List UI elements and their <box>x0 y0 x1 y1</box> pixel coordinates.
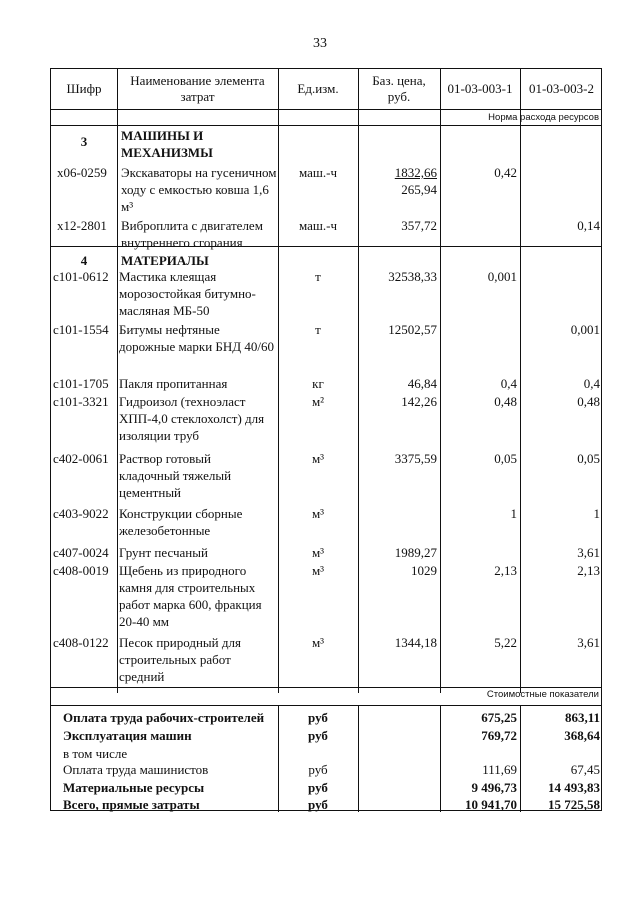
total-unit: руб <box>308 780 328 795</box>
column-divider-totals <box>440 706 441 812</box>
resource-table <box>50 68 602 811</box>
header-unit: Ед.изм. <box>297 81 339 96</box>
row-name-line: Гидроизол (техноэласт <box>119 394 246 409</box>
row-value-2: 0,48 <box>577 394 600 409</box>
total-value-1: 769,72 <box>481 728 517 743</box>
row-name-line: изоляции труб <box>119 428 200 443</box>
section-title-materials: МАТЕРИАЛЫ <box>121 253 209 268</box>
row-name-line: Песок природный для <box>119 635 241 650</box>
cost-rule-bottom <box>51 705 601 706</box>
norm-label: Норма расхода ресурсов <box>488 112 599 123</box>
row-price: 357,72 <box>401 218 437 233</box>
total-unit: руб <box>308 762 328 777</box>
row-price: 3375,59 <box>394 451 437 466</box>
row-unit: маш.-ч <box>298 218 338 233</box>
column-divider <box>278 69 279 693</box>
row-price: 1832,66 <box>394 165 437 180</box>
total-value-1: 9 496,73 <box>471 780 517 795</box>
row-unit: м³ <box>311 506 325 521</box>
row-value-2: 1 <box>593 506 600 521</box>
row-code: с407-0024 <box>53 545 109 560</box>
total-label: в том числе <box>63 746 128 761</box>
total-unit: руб <box>308 728 328 743</box>
total-value-2: 14 493,83 <box>548 780 600 795</box>
row-code: с101-1705 <box>53 376 109 391</box>
row-name-line: строительных работ <box>119 652 231 667</box>
row-name-line: средний <box>119 669 165 684</box>
row-price: 1029 <box>411 563 437 578</box>
header-rule <box>51 109 601 110</box>
total-label: Эксплуатация машин <box>63 728 192 743</box>
total-value-1: 111,69 <box>482 762 517 777</box>
row-value-2: 2,13 <box>577 563 600 578</box>
row-name-line: кладочный тяжелый <box>119 468 232 483</box>
row-unit: м² <box>311 394 325 409</box>
section-number-machines: 3 <box>80 134 88 149</box>
row-name-line: Экскаваторы на гусеничном <box>121 165 277 180</box>
row-unit: т <box>315 322 321 337</box>
row-name-line: Щебень из природного <box>119 563 247 578</box>
row-price: 1344,18 <box>394 635 437 650</box>
total-label: Оплата труда машинистов <box>63 762 209 777</box>
row-name-line: масляная МБ-50 <box>119 303 210 318</box>
row-name-line: ходу с емкостью ковша 1,6 <box>121 182 269 197</box>
row-unit: м³ <box>311 451 325 466</box>
column-divider-totals <box>278 706 279 812</box>
row-code: с408-0019 <box>53 563 109 578</box>
column-divider <box>358 69 359 693</box>
header-variant-2: 01-03-003-2 <box>529 81 594 96</box>
section-title-machines-line1: МАШИНЫ И <box>121 128 204 143</box>
row-code: с101-3321 <box>53 394 109 409</box>
row-code: с408-0122 <box>53 635 109 650</box>
row-name-line: Раствор готовый <box>119 451 211 466</box>
row-name-line: железобетонные <box>119 523 211 538</box>
row-unit: т <box>315 269 321 284</box>
page-number: 33 <box>313 36 327 51</box>
section-rule <box>51 246 601 247</box>
row-name-line: м³ <box>121 199 134 214</box>
total-value-1: 10 941,70 <box>465 797 517 812</box>
row-name-line: морозостойкая битумно- <box>119 286 256 301</box>
row-name-line: внутреннего сгорания <box>121 235 243 250</box>
row-name-line: Виброплита с двигателем <box>121 218 263 233</box>
total-value-2: 15 725,58 <box>548 797 600 812</box>
column-divider <box>520 69 521 693</box>
total-label: Оплата труда рабочих-строителей <box>63 710 265 725</box>
row-code: с402-0061 <box>53 451 109 466</box>
section-number-materials: 4 <box>80 253 88 268</box>
row-value-2: 3,61 <box>577 635 600 650</box>
row-name-line: ХПП-4,0 стеклохолст) для <box>119 411 265 426</box>
row-name-line: цементный <box>119 485 182 500</box>
total-unit: руб <box>308 797 328 812</box>
row-price: 12502,57 <box>388 322 437 337</box>
row-name-line: 20-40 мм <box>119 614 170 629</box>
header-variant-1: 01-03-003-1 <box>447 81 513 96</box>
row-code: х12-2801 <box>57 218 107 233</box>
row-price: 32538,33 <box>388 269 437 284</box>
row-code: с101-0612 <box>53 269 109 284</box>
norm-rule <box>51 125 601 126</box>
column-divider <box>117 69 118 693</box>
row-value-1: 2,13 <box>494 563 517 578</box>
total-value-2: 368,64 <box>564 728 600 743</box>
row-value-2: 0,4 <box>583 376 600 391</box>
total-unit: руб <box>308 710 328 725</box>
header-name-line1: Наименование элемента <box>130 73 265 88</box>
header-name-line2: затрат <box>180 89 215 104</box>
cost-rule-top <box>51 687 601 688</box>
total-value-2: 67,45 <box>570 762 600 777</box>
row-value-1: 0,42 <box>494 165 517 180</box>
row-name-line: камня для строительных <box>119 580 256 595</box>
total-value-2: 863,11 <box>564 710 600 725</box>
row-price: 1989,27 <box>394 545 437 560</box>
row-value-2: 0,001 <box>570 322 600 337</box>
row-price: 142,26 <box>401 394 437 409</box>
column-divider-totals <box>520 706 521 812</box>
row-unit: маш.-ч <box>298 165 338 180</box>
row-name-line: Грунт песчаный <box>119 545 208 560</box>
row-value-1: 0,4 <box>500 376 517 391</box>
row-unit: кг <box>312 376 324 391</box>
cost-label: Стоимостные показатели <box>486 689 599 700</box>
total-label: Всего, прямые затраты <box>63 797 200 812</box>
row-unit: м³ <box>311 545 325 560</box>
row-name-line: дорожные марки БНД 40/60 <box>119 339 274 354</box>
column-divider <box>440 69 441 693</box>
row-value-1: 0,001 <box>487 269 517 284</box>
row-name-line: Пакля пропитанная <box>119 376 228 391</box>
header-code: Шифр <box>66 81 102 96</box>
row-name-line: Битумы нефтяные <box>119 322 220 337</box>
row-value-1: 5,22 <box>494 635 517 650</box>
row-value-1: 0,48 <box>494 394 517 409</box>
header-price-line1: Баз. цена, <box>372 73 426 88</box>
row-price: 46,84 <box>407 376 437 391</box>
row-name-line: работ марка 600, фракция <box>119 597 262 612</box>
total-label: Материальные ресурсы <box>63 780 205 795</box>
row-name-line: Мастика клеящая <box>119 269 217 284</box>
row-value-2: 3,61 <box>577 545 600 560</box>
row-unit: м³ <box>311 563 325 578</box>
row-code: с101-1554 <box>53 322 109 337</box>
row-value-1: 0,05 <box>494 451 517 466</box>
row-value-1: 1 <box>510 506 517 521</box>
row-name-line: Конструкции сборные <box>119 506 243 521</box>
row-value-2: 0,05 <box>577 451 600 466</box>
row-code: х06-0259 <box>57 165 107 180</box>
section-title-machines-line2: МЕХАНИЗМЫ <box>121 145 213 160</box>
column-divider-totals <box>358 706 359 812</box>
row-price-secondary: 265,94 <box>401 182 437 197</box>
row-code: с403-9022 <box>53 506 109 521</box>
total-value-1: 675,25 <box>481 710 517 725</box>
row-unit: м³ <box>311 635 325 650</box>
header-price-line2: руб. <box>387 89 411 104</box>
row-value-2: 0,14 <box>577 218 600 233</box>
